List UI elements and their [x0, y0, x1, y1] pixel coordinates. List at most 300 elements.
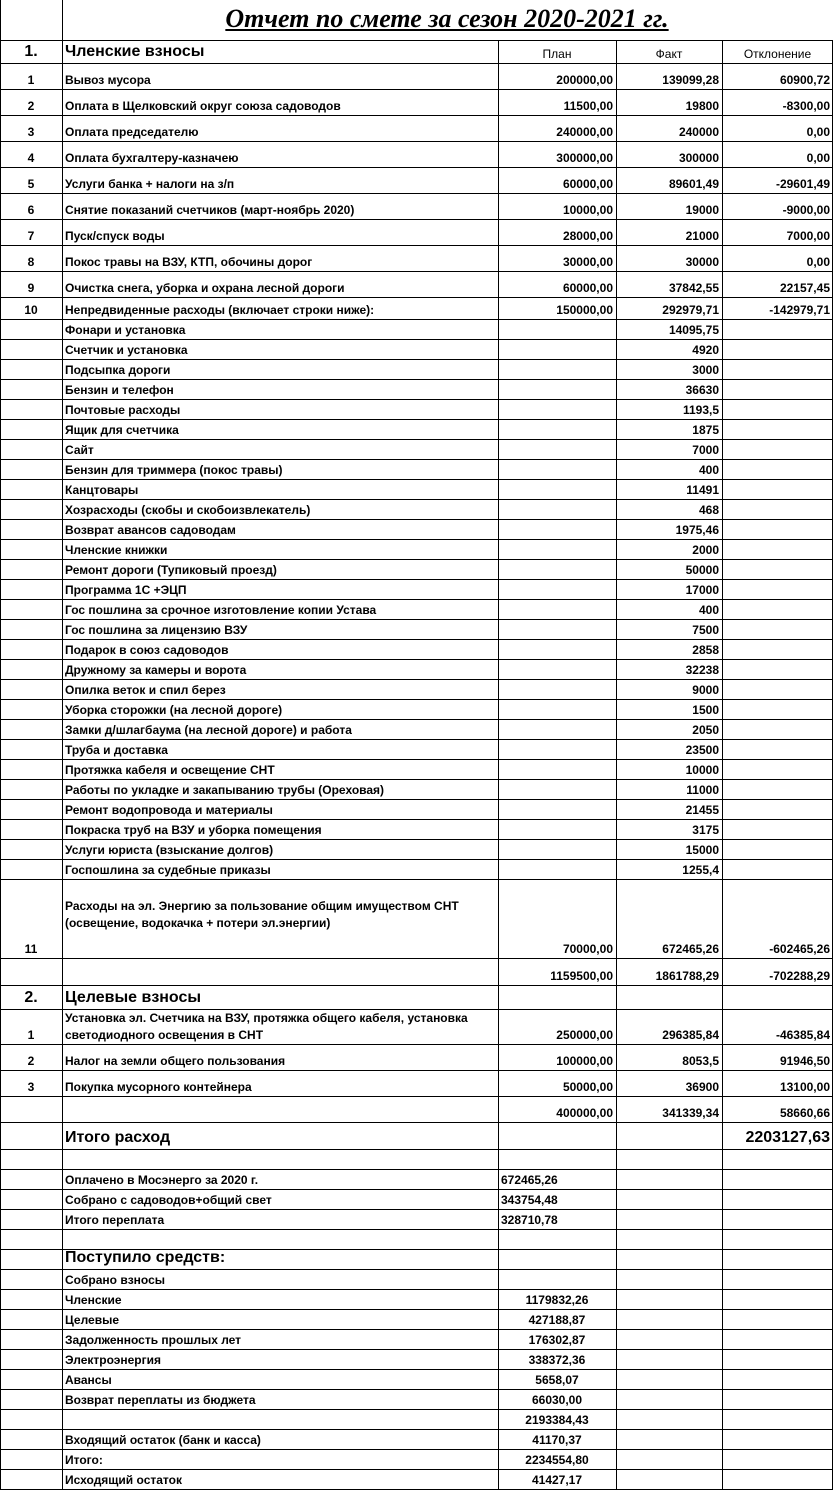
- fact-value: 1255,4: [682, 863, 719, 877]
- table-row: [0, 440, 835, 460]
- column-divider: [0, 0, 1, 1490]
- plan-value: [498, 860, 616, 880]
- deviation-value: -46385,84: [775, 1028, 830, 1042]
- row-divider: [0, 879, 833, 880]
- row-number: [0, 1450, 62, 1470]
- row-divider: [0, 1122, 833, 1123]
- deviation-value: 0,00: [806, 125, 830, 139]
- table-row: [0, 320, 835, 340]
- table-row: [0, 380, 835, 400]
- row-label: Опилка веток и спил берез: [65, 683, 226, 697]
- deviation-value: [722, 600, 833, 620]
- row-number: [0, 1410, 62, 1430]
- row-divider: [0, 579, 833, 580]
- row-number: [0, 540, 62, 560]
- row-label: Протяжка кабеля и освещение СНТ: [65, 763, 275, 777]
- row-label: Подсыпка дороги: [65, 363, 171, 377]
- row-number: [0, 840, 62, 860]
- row-divider: [0, 839, 833, 840]
- fact-value: [616, 1170, 722, 1190]
- row-label: Членские взносы: [65, 43, 205, 60]
- row-divider: [0, 1309, 833, 1310]
- plan-value: 250000,00: [556, 1028, 613, 1042]
- plan-value: 1179832,26: [525, 1293, 589, 1307]
- row-label: Членские: [65, 1293, 122, 1307]
- fact-value: 8053,5: [682, 1054, 719, 1068]
- table-row: [0, 520, 835, 540]
- row-divider: [0, 1209, 833, 1210]
- plan-value: 50000,00: [562, 1080, 613, 1094]
- deviation-value: [722, 620, 833, 640]
- fact-value: [616, 1410, 722, 1430]
- row-divider: [0, 958, 833, 959]
- row-divider: [0, 759, 833, 760]
- row-number: [0, 1230, 62, 1250]
- row-number: [0, 1270, 62, 1290]
- fact-value: 139099,28: [662, 73, 719, 87]
- row-number: [0, 600, 62, 620]
- row-label: Подарок в союз садоводов: [65, 643, 229, 657]
- table-row: [0, 298, 835, 320]
- deviation-value: [722, 1330, 833, 1350]
- plan-value: [498, 560, 616, 580]
- row-divider: [0, 115, 833, 116]
- row-number: [0, 1350, 62, 1370]
- fact-value: [616, 1230, 722, 1250]
- row-label: Хозрасходы (скобы и скобоизвлекатель): [65, 503, 311, 517]
- table-row: [0, 1390, 835, 1410]
- plan-value: [498, 700, 616, 720]
- deviation-value: [722, 1430, 833, 1450]
- plan-value: [498, 740, 616, 760]
- row-number: [0, 340, 62, 360]
- row-divider: [0, 1349, 833, 1350]
- deviation-value: [722, 780, 833, 800]
- table-row: [0, 194, 835, 220]
- fact-value: 23500: [685, 743, 719, 757]
- deviation-value: -142979,71: [769, 303, 830, 317]
- row-label: Покос травы на ВЗУ, КТП, обочины дорог: [65, 255, 313, 269]
- plan-value: 70000,00: [562, 942, 613, 956]
- plan-value: 150000,00: [556, 303, 613, 317]
- table-row: [0, 1470, 835, 1490]
- plan-value: 338372,36: [528, 1353, 586, 1367]
- row-label: Оплачено в Мосэнерго за 2020 г.: [65, 1173, 259, 1187]
- deviation-value: Отклонение: [743, 47, 812, 61]
- row-divider: [0, 1044, 833, 1045]
- deviation-value: [722, 1470, 833, 1490]
- deviation-value: 22157,45: [779, 281, 830, 295]
- row-number: [0, 1370, 62, 1390]
- fact-value: 1861788,29: [655, 969, 719, 983]
- table-row: [0, 1270, 835, 1290]
- row-divider: [0, 639, 833, 640]
- row-label: Ящик для счетчика: [65, 423, 179, 437]
- row-divider: [0, 271, 833, 272]
- row-number: [0, 1390, 62, 1410]
- row-number: [0, 640, 62, 660]
- row-divider: [0, 559, 833, 560]
- table-row: [0, 1123, 835, 1150]
- table-row: [0, 540, 835, 560]
- table-row: [0, 420, 835, 440]
- deviation-value: 0,00: [806, 151, 830, 165]
- row-divider: [0, 1409, 833, 1410]
- row-number: [0, 1170, 62, 1190]
- plan-value: [498, 440, 616, 460]
- plan-value: [498, 640, 616, 660]
- row-label: Непредвиденные расходы (включает строки ниже):: [65, 303, 375, 317]
- row-number: [0, 740, 62, 760]
- deviation-value: [722, 740, 833, 760]
- row-label: Услуги юриста (взыскание долгов): [65, 843, 274, 857]
- plan-value: [498, 680, 616, 700]
- deviation-value: [722, 700, 833, 720]
- deviation-value: [722, 380, 833, 400]
- fact-value: 400: [698, 603, 719, 617]
- row-number: [0, 580, 62, 600]
- row-label: Оплата в Щелковский округ союза садоводов: [65, 99, 341, 113]
- fact-value: [616, 986, 722, 1010]
- row-label: [62, 1097, 498, 1123]
- row-divider: [0, 439, 833, 440]
- row-number: [0, 560, 62, 580]
- row-label: Покупка мусорного контейнера: [65, 1080, 252, 1094]
- row-number: [0, 800, 62, 820]
- row-number: 11: [24, 942, 38, 956]
- row-number: [0, 860, 62, 880]
- plan-value: [498, 620, 616, 640]
- row-number: 8: [27, 255, 35, 269]
- table-row: [0, 1350, 835, 1370]
- row-number: [0, 1430, 62, 1450]
- fact-value: 672465,26: [662, 942, 719, 956]
- fact-value: 3175: [692, 823, 719, 837]
- row-divider: [0, 1449, 833, 1450]
- fact-value: [616, 1250, 722, 1270]
- row-number: [0, 620, 62, 640]
- table-row: [0, 90, 835, 116]
- plan-value: 28000,00: [562, 229, 613, 243]
- deviation-value: 60900,72: [779, 73, 830, 87]
- table-row: [0, 40, 835, 64]
- row-divider: [0, 1469, 833, 1470]
- row-number: 1.: [24, 43, 38, 60]
- row-label: Снятие показаний счетчиков (март-ноябрь 2020): [65, 203, 355, 217]
- row-divider: [0, 599, 833, 600]
- plan-value: 60000,00: [562, 281, 613, 295]
- row-label: Итого расход: [65, 1129, 171, 1146]
- row-number: 3: [27, 125, 35, 139]
- table-row: [0, 1170, 835, 1190]
- deviation-value: [722, 640, 833, 660]
- table-row: [0, 168, 835, 194]
- row-label: Бензин для триммера (покос травы): [65, 463, 283, 477]
- deviation-value: [722, 1150, 833, 1170]
- deviation-value: 0,00: [806, 255, 830, 269]
- fact-value: [616, 1430, 722, 1450]
- table-row: [0, 340, 835, 360]
- table-row: [0, 360, 835, 380]
- deviation-value: 7000,00: [786, 229, 830, 243]
- fact-value: 89601,49: [668, 177, 719, 191]
- fact-value: 36630: [685, 383, 719, 397]
- fact-value: 468: [698, 503, 719, 517]
- row-label: Покраска труб на ВЗУ и уборка помещения: [65, 823, 322, 837]
- row-number: 10: [24, 303, 38, 317]
- deviation-value: [722, 1290, 833, 1310]
- row-divider: [0, 719, 833, 720]
- fact-value: [616, 1330, 722, 1350]
- row-divider: [0, 819, 833, 820]
- table-row: [0, 780, 835, 800]
- deviation-value: [722, 1310, 833, 1330]
- row-label: Целевые: [65, 1313, 120, 1327]
- row-divider: [0, 739, 833, 740]
- column-divider: [62, 0, 63, 1490]
- fact-value: 50000: [685, 563, 719, 577]
- table-row: [0, 1290, 835, 1310]
- table-row: [0, 880, 835, 959]
- fact-value: 1875: [692, 423, 719, 437]
- row-label: Задолженность прошлых лет: [65, 1333, 242, 1347]
- fact-value: 21455: [685, 803, 719, 817]
- fact-value: 10000: [685, 763, 719, 777]
- row-divider: [0, 1329, 833, 1330]
- column-divider: [722, 40, 723, 1490]
- fact-value: 3000: [692, 363, 719, 377]
- fact-value: [616, 1310, 722, 1330]
- row-divider: [0, 399, 833, 400]
- plan-value: [498, 480, 616, 500]
- plan-value: 66030,00: [531, 1393, 583, 1407]
- row-number: 2: [27, 99, 35, 113]
- table-row: [0, 1097, 835, 1123]
- fact-value: 1193,5: [682, 403, 719, 417]
- plan-value: 2234554,80: [525, 1453, 589, 1467]
- row-divider: [0, 699, 833, 700]
- table-row: [0, 1045, 835, 1071]
- row-divider: [0, 167, 833, 168]
- row-number: 3: [27, 1080, 35, 1094]
- row-number: [0, 1210, 62, 1230]
- plan-value: [498, 1150, 616, 1170]
- row-label: Услуги банка + налоги на з/п: [65, 177, 235, 191]
- row-number: [0, 440, 62, 460]
- deviation-value: [722, 660, 833, 680]
- deviation-value: 58660,66: [779, 1106, 830, 1120]
- row-divider: [0, 459, 833, 460]
- row-divider: [0, 1389, 833, 1390]
- row-number: 9: [27, 281, 35, 295]
- table-row: [0, 560, 835, 580]
- fact-value: 11000: [686, 783, 719, 797]
- deviation-value: -9000,00: [782, 203, 830, 217]
- table-row: [0, 1250, 835, 1270]
- row-label: Труба и доставка: [65, 743, 168, 757]
- fact-value: [616, 1210, 722, 1230]
- table-row: [0, 740, 835, 760]
- table-row: [0, 246, 835, 272]
- fact-value: 36900: [685, 1080, 719, 1094]
- row-label: Возврат переплаты из бюджета: [65, 1393, 256, 1407]
- plan-value: 41427,17: [531, 1473, 583, 1487]
- row-divider: [0, 1249, 833, 1250]
- table-row: [0, 460, 835, 480]
- plan-value: [498, 320, 616, 340]
- table-row: [0, 64, 835, 90]
- row-divider: [0, 479, 833, 480]
- row-label: Замки д/шлагбаума (на лесной дороге) и работа: [65, 723, 352, 737]
- deviation-value: [722, 760, 833, 780]
- deviation-value: 2203127,63: [745, 1129, 830, 1146]
- plan-value: [498, 780, 616, 800]
- table-row: [0, 1230, 835, 1250]
- plan-value: 300000,00: [556, 151, 613, 165]
- row-number: [0, 1150, 62, 1170]
- row-divider: [0, 1489, 833, 1490]
- table-row: [0, 400, 835, 420]
- row-label: Итого переплата: [65, 1213, 165, 1227]
- deviation-value: [722, 1170, 833, 1190]
- column-divider: [498, 40, 499, 1490]
- deviation-value: -702288,29: [769, 969, 830, 983]
- deviation-value: [722, 500, 833, 520]
- row-label: Вывоз мусора: [65, 73, 151, 87]
- row-divider: [0, 799, 833, 800]
- row-number: [0, 820, 62, 840]
- row-number: 1: [27, 1028, 35, 1042]
- row-divider: [0, 245, 833, 246]
- row-divider: [0, 1369, 833, 1370]
- fact-value: [616, 1123, 722, 1150]
- plan-value: План: [542, 47, 572, 61]
- plan-value: 5658,07: [535, 1373, 579, 1387]
- fact-value: [616, 1450, 722, 1470]
- deviation-value: [722, 560, 833, 580]
- row-divider: [0, 985, 833, 986]
- deviation-value: 13100,00: [779, 1080, 830, 1094]
- row-number: 4: [27, 151, 35, 165]
- fact-value: 9000: [692, 683, 719, 697]
- deviation-value: -602465,26: [769, 942, 830, 956]
- row-label: Пуск/спуск воды: [65, 229, 165, 243]
- plan-value: 240000,00: [556, 125, 613, 139]
- fact-value: 1975,46: [675, 523, 719, 537]
- fact-value: [616, 1470, 722, 1490]
- plan-value: [498, 986, 616, 1010]
- plan-value: 176302,87: [528, 1333, 586, 1347]
- row-divider: [0, 539, 833, 540]
- deviation-value: [722, 820, 833, 840]
- deviation-value: [722, 480, 833, 500]
- table-row: [0, 840, 835, 860]
- deviation-value: 91946,50: [779, 1054, 830, 1068]
- deviation-value: [722, 1390, 833, 1410]
- plan-value: [498, 1250, 616, 1270]
- row-divider: [0, 1149, 833, 1150]
- row-label: Установка эл. Счетчика на ВЗУ, протяжка общего кабеля, установка светодиодного освещения в СНТ: [65, 1011, 468, 1042]
- row-number: [0, 420, 62, 440]
- row-divider: [0, 193, 833, 194]
- row-number: [0, 1250, 62, 1270]
- row-label: Дружному за камеры и ворота: [65, 663, 247, 677]
- row-label: [62, 1150, 498, 1170]
- row-number: 5: [27, 177, 35, 191]
- row-label: Расходы на эл. Энергию за пользование общим имуществом СНТ (освещение, водокачка + потери эл.энергии): [65, 899, 459, 930]
- table-row: [0, 272, 835, 298]
- row-label: Итого:: [65, 1453, 103, 1467]
- row-label: Почтовые расходы: [65, 403, 181, 417]
- row-number: 7: [27, 229, 35, 243]
- plan-value: [498, 600, 616, 620]
- table-row: [0, 600, 835, 620]
- row-divider: [0, 679, 833, 680]
- plan-value: 672465,26: [501, 1173, 558, 1187]
- fact-value: 400: [698, 463, 719, 477]
- fact-value: [616, 1270, 722, 1290]
- row-number: [0, 720, 62, 740]
- deviation-value: -29601,49: [775, 177, 830, 191]
- table-row: [0, 720, 835, 740]
- row-number: [0, 780, 62, 800]
- row-divider: [0, 1169, 833, 1170]
- fact-value: 11491: [686, 483, 719, 497]
- row-label: Гос пошлина за лицензию ВЗУ: [65, 623, 248, 637]
- plan-value: 100000,00: [556, 1054, 613, 1068]
- table-row: [0, 680, 835, 700]
- row-number: 6: [27, 203, 35, 217]
- row-divider: [0, 1269, 833, 1270]
- row-divider: [0, 89, 833, 90]
- row-divider: [0, 219, 833, 220]
- deviation-value: [722, 320, 833, 340]
- row-divider: [0, 1009, 833, 1010]
- row-number: [0, 1190, 62, 1210]
- fact-value: 2858: [692, 643, 719, 657]
- row-label: Госпошлина за судебные приказы: [65, 863, 271, 877]
- row-number: [0, 1097, 62, 1123]
- row-number: [0, 680, 62, 700]
- row-number: [0, 1310, 62, 1330]
- row-divider: [0, 63, 833, 64]
- table-row: [0, 700, 835, 720]
- row-number: [0, 1330, 62, 1350]
- row-label: Авансы: [65, 1373, 112, 1387]
- table-row: [0, 1430, 835, 1450]
- row-number: [0, 520, 62, 540]
- row-number: 1: [27, 73, 35, 87]
- deviation-value: [722, 1270, 833, 1290]
- row-label: Входящий остаток (банк и касса): [65, 1433, 261, 1447]
- table-row: [0, 1310, 835, 1330]
- plan-value: [498, 800, 616, 820]
- plan-value: [498, 540, 616, 560]
- table-row: [0, 959, 835, 986]
- fact-value: [616, 1190, 722, 1210]
- table-row: [0, 860, 835, 880]
- fact-value: 37842,55: [668, 281, 719, 295]
- table-row: [0, 1450, 835, 1470]
- row-divider: [0, 379, 833, 380]
- table-row: [0, 220, 835, 246]
- deviation-value: [722, 800, 833, 820]
- fact-value: 15000: [685, 843, 719, 857]
- fact-value: [616, 1350, 722, 1370]
- deviation-value: [722, 420, 833, 440]
- fact-value: 7500: [692, 623, 719, 637]
- row-divider: [0, 659, 833, 660]
